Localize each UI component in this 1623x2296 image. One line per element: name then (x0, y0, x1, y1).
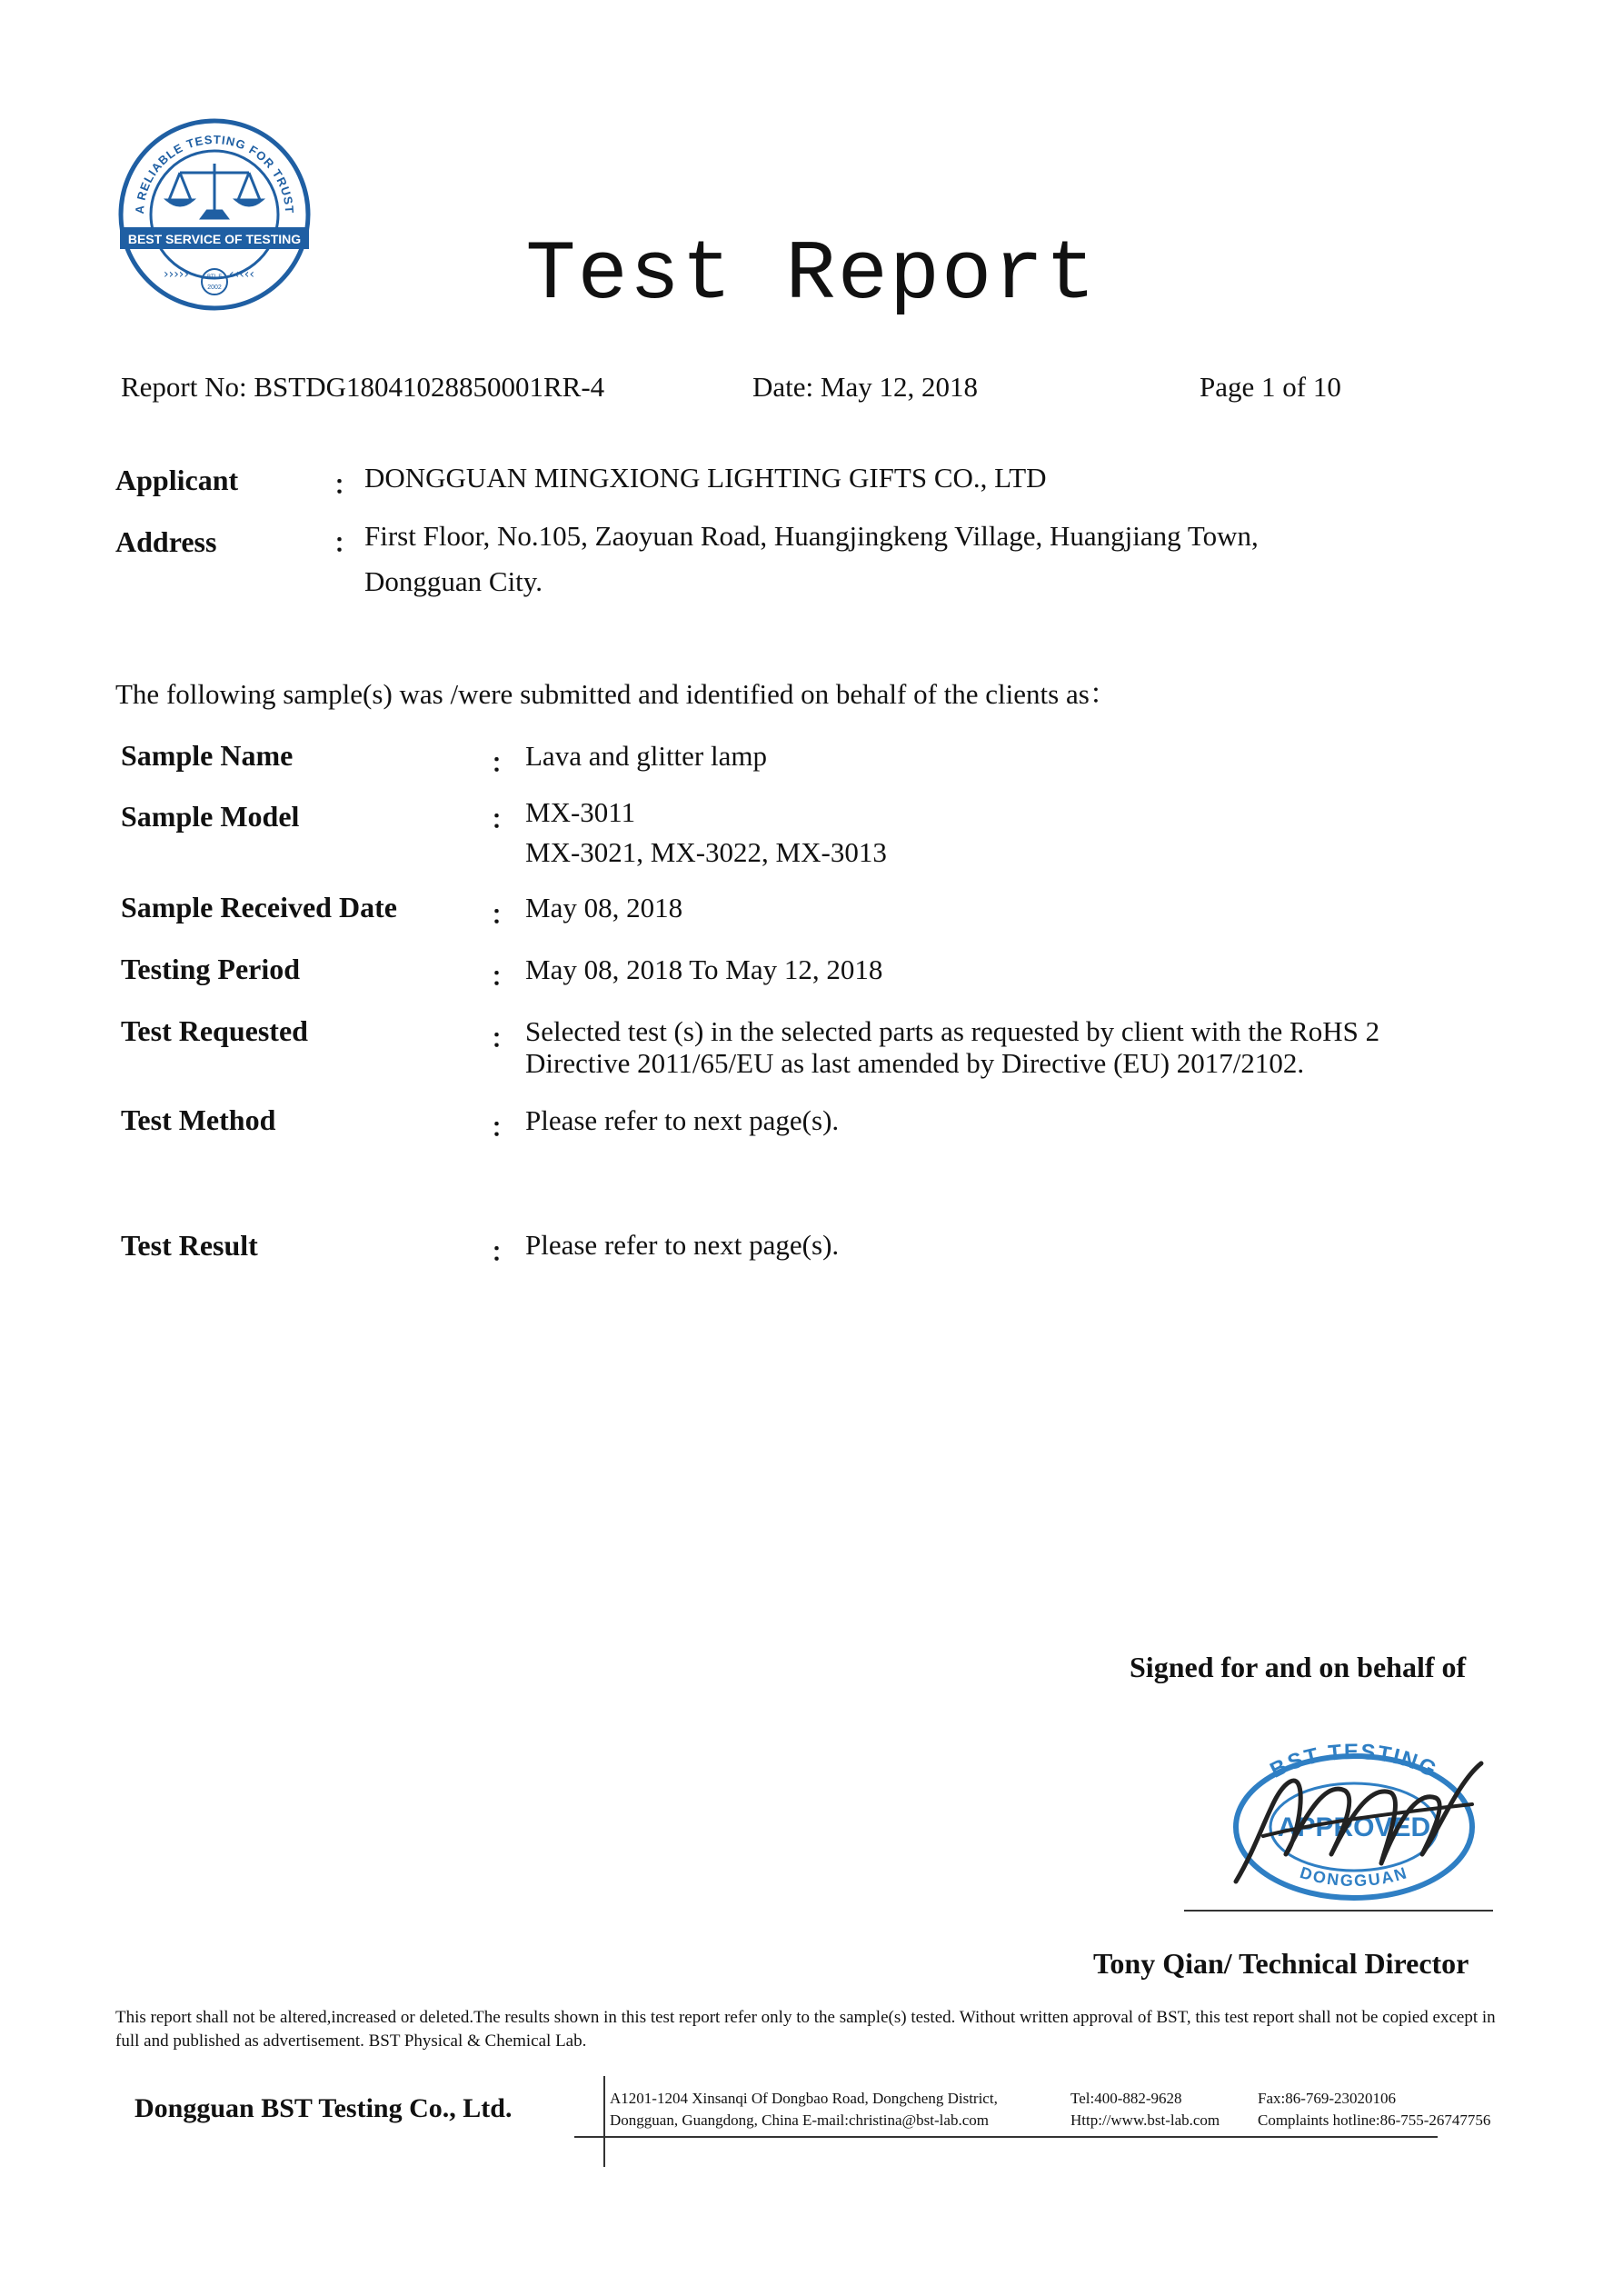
testing-period-value: May 08, 2018 To May 12, 2018 (525, 953, 883, 985)
test-requested-line-1: Selected test (s) in the selected parts as requested by client with the RoHS 2 (525, 1015, 1380, 1047)
svg-text:‹‹‹‹‹: ‹‹‹‹‹ (229, 267, 254, 282)
address-label: Address (115, 525, 217, 558)
footer-horizontal-divider (574, 2136, 1438, 2138)
applicant-value: DONGGUAN MINGXIONG LIGHTING GIFTS CO., LTD (364, 462, 1047, 494)
svg-text:DONGGUAN: DONGGUAN (1298, 1862, 1410, 1891)
footer-hotline: Complaints hotline:86-755-26747756 (1258, 2111, 1491, 2129)
sample-model-label: Sample Model (121, 800, 300, 833)
test-requested-line-2: Directive 2011/65/EU as last amended by Directive (EU) 2017/2102. (525, 1047, 1305, 1079)
scales-icon (167, 164, 262, 218)
sample-model-line-1: MX-3011 (525, 796, 636, 828)
address-colon: ： (334, 530, 360, 558)
svg-text:BST TESTING: BST TESTING (1266, 1739, 1442, 1783)
footer-website: Http://www.bst-lab.com (1070, 2111, 1220, 2129)
footer-address-line-1: A1201-1204 Xinsanqi Of Dongbao Road, Dongcheng District, (610, 2090, 998, 2107)
footer-fax: Fax:86-769-23020106 (1258, 2090, 1397, 2107)
svg-text:BTL F: BTL F (206, 275, 223, 280)
test-requested-label: Test Requested (121, 1014, 308, 1047)
test-requested-colon: ： (491, 1025, 517, 1053)
sample-name-colon: ： (491, 750, 517, 778)
signer-name: Tony Qian/ Technical Director (1093, 1947, 1469, 1980)
test-result-label: Test Result (121, 1229, 258, 1262)
svg-text:›››››: ››››› (164, 267, 189, 282)
approval-stamp (1209, 1727, 1499, 1909)
footer-company-name: Dongguan BST Testing Co., Ltd. (134, 2093, 513, 2123)
testing-period-colon: ： (491, 963, 517, 992)
test-method-colon: ： (491, 1114, 517, 1143)
sample-model-colon: ： (491, 806, 517, 834)
address-line-2: Dongguan City. (364, 565, 543, 597)
svg-text:A RELIABLE TESTING FOR TRUST: A RELIABLE TESTING FOR TRUST (132, 132, 297, 215)
page-number: Page 1 of 10 (1200, 371, 1341, 403)
svg-text:BEST SERVICE OF TESTING: BEST SERVICE OF TESTING (127, 232, 302, 246)
test-result-colon: ： (491, 1239, 517, 1267)
disclaimer-text: This report shall not be altered,increased or deleted.The results shown in this test report refer only to the sample(s) tested. Without written approval of BST, this test report shall not be copied except in full and published as advertisement. BST Physical & Chemical Lab. (115, 2008, 1496, 2051)
approved-stamp-graphic (1209, 1727, 1499, 1909)
report-date: Date: May 12, 2018 (752, 371, 978, 403)
applicant-colon: ： (334, 472, 360, 500)
sample-name-label: Sample Name (121, 739, 294, 772)
test-method-value: Please refer to next page(s). (525, 1104, 840, 1136)
testing-period-label: Testing Period (121, 953, 301, 985)
sample-model-line-2: MX-3021, MX-3022, MX-3013 (525, 836, 887, 868)
signed-on-behalf-heading: Signed for and on behalf of (1130, 1651, 1467, 1683)
report-number: Report No: BSTDG18041028850001RR-4 (121, 371, 605, 403)
address-line-1: First Floor, No.105, Zaoyuan Road, Huangjingkeng Village, Huangjiang Town, (364, 520, 1259, 552)
applicant-label: Applicant (115, 464, 239, 496)
footer-address-line-2: Dongguan, Guangdong, China E-mail:christina@bst-lab.com (610, 2111, 989, 2129)
svg-text:APPROVED: APPROVED (1277, 1812, 1431, 1842)
received-date-label: Sample Received Date (121, 891, 397, 923)
intro-text: The following sample(s) was /were submitted and identified on behalf of the clients as： (115, 678, 1118, 710)
signature-line (1184, 1910, 1493, 1912)
footer-telephone: Tel:400-882-9628 (1070, 2090, 1182, 2107)
sample-name-value: Lava and glitter lamp (525, 740, 767, 772)
footer-vertical-divider (603, 2076, 605, 2167)
page-title: Test Report (525, 227, 1098, 323)
test-result-value: Please refer to next page(s). (525, 1229, 840, 1261)
test-method-label: Test Method (121, 1103, 276, 1136)
received-date-value: May 08, 2018 (525, 892, 683, 923)
received-date-colon: ： (491, 902, 517, 930)
svg-text:2002: 2002 (207, 285, 222, 291)
